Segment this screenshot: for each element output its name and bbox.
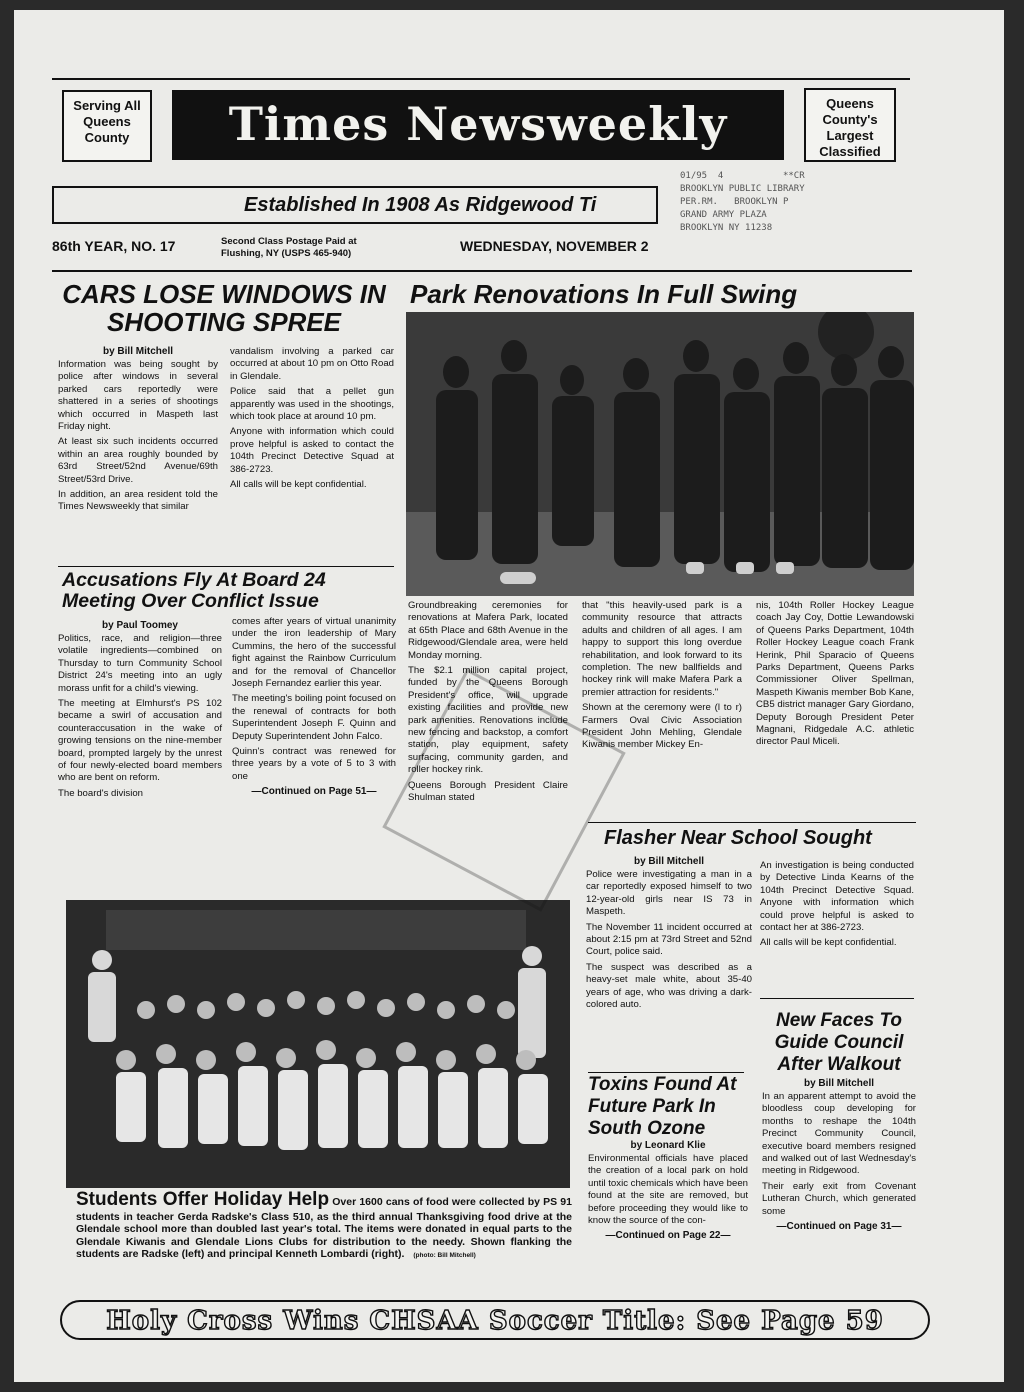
flasher-para: The suspect was described as a heavy-set male white, about 35-40 years of age, who was driving a dark-colored auto. (586, 961, 752, 1011)
masthead-title: Times Newsweekly (172, 90, 784, 160)
flasher-para: An investigation is being conducted by Detective Linda Kearns of the 104th Precinct Detective Squad. Anyone with information which could prove helpful is asked to contact her at 386-2723. (760, 860, 914, 934)
masthead-rule (52, 78, 910, 80)
board-para: The board's division (58, 787, 144, 799)
council-col (762, 1078, 916, 1232)
serving-box: Serving All Queens County (62, 90, 152, 162)
flasher-rule (588, 822, 916, 823)
cars-para: In addition, an area resident told the Times Newsweekly that similar (58, 489, 218, 513)
postage-notice: Second Class Postage Paid at Flushing, NY (USPS 465-940) (221, 236, 357, 259)
library-address-label: 01/95 4 **CR BROOKLYN PUBLIC LIBRARY PER.RM. BROOKLYN P GRAND ARMY PLAZA BROOKLYN NY 11238 (680, 171, 805, 233)
park-col-3 (756, 600, 914, 752)
cars-para: At least six such incidents occurred within an area roughly bounded by 63rd Street/52nd Avenue/69th Street/53rd Drive. (58, 436, 218, 485)
council-para: In an apparent attempt to avoid the bloodless coup developing for months to reshape the 104th Precinct Community Council, executive board members resigned and walked out of last Wednesday's meeting in Ridgewood. (762, 1091, 916, 1177)
flasher-byline: by Bill Mitchell (633, 856, 704, 867)
cars-col-1 (58, 346, 218, 517)
classified-box: Queens County's Largest Classified (804, 88, 896, 162)
toxins-continued: —Continued on Page 22— (605, 1230, 731, 1242)
park-para: Groundbreaking ceremonies for renovations at Mafera Park, located at 65th Place and 68th Avenue in the Ridgewood/Glendale area, were held Monday morning. (408, 600, 568, 661)
council-byline: by Bill Mitchell (803, 1078, 874, 1089)
photo-credit: (photo: Bill Mitchell) (413, 1252, 476, 1260)
park-groundbreaking-photo (406, 312, 914, 596)
toxins-col (588, 1140, 748, 1241)
board-para: Politics, race, and religion—three volatile ingredients—combined on Thursday to turn Community School District 24's meeting into an ugly morass unfit for a child's viewing. (58, 633, 222, 694)
council-para: Their early exit from Covenant Lutheran Church, which generated some (762, 1180, 916, 1217)
park-para: nis, 104th Roller Hockey League coach Jay Coy, Dottie Lewandowski of Queens Parks Department, 104th Roller Hockey League coach Frank Herink, Phil Sparacio of Queens Parks Department, Queens Parks Commissioner Oliver Spellman, Maspeth Kiwanis member Bob Kane, CB5 district manager Gary Giordano, Deputy Borough President Peter Magnani, Ridgedale A.C. athletic director Paul Miceli. (756, 600, 914, 748)
cars-col-2 (230, 346, 394, 494)
toxins-byline: by Leonard Klie (630, 1140, 706, 1151)
cars-rule (58, 566, 394, 567)
students-headline: Students Offer Holiday Help (76, 1189, 330, 1210)
cars-para: All calls will be kept confidential. (230, 479, 367, 491)
park-col-2 (582, 600, 742, 755)
cars-para: vandalism involving a parked car occurred at about 10 pm on Otto Road in Glendale. (230, 346, 394, 382)
board-col-1 (58, 620, 222, 803)
board-para: comes after years of virtual unanimity under the iron leadership of Mary Cummins, the hero of the successful fight against the Rainbow Curriculum and for the removal of Chancellor Joseph Fernandez earlier this year. (232, 616, 396, 690)
flasher-para: Police were investigating a man in a car reportedly exposed himself to two 12-year-old girls near IS 73 in Maspeth. (586, 869, 752, 918)
established-line: Established In 1908 As Ridgewood Ti (52, 186, 658, 224)
students-caption: Over 1600 cans of food were collected by PS 91 students in teacher Gerda Radske's Class 510, as the third annual Thanksgiving food drive at the Glendale school more than doubled last year's total. The items were donated in equal parts to the Glendale Kiwanis and Glendale Lions Clubs for distribution to the needy. Shown flanking the students are Radske (left) and principal Kenneth Lombardi (right). (76, 1196, 572, 1261)
flasher-col-1 (586, 856, 752, 1014)
flasher-headline: Flasher Near School Sought (604, 827, 872, 849)
cars-para: Anyone with information which could prove helpful is asked to contact the 104th Precinct Detective Squad at 386-2723. (230, 426, 394, 475)
students-photo (66, 900, 570, 1188)
students-caption-block (76, 1190, 572, 1263)
park-para: Shown at the ceremony were (l to r) Farmers Oval Civic Association President John Mehling, Glendale Kiwanis member Mickey En- (582, 702, 742, 751)
toxins-rule (588, 1072, 744, 1073)
flasher-para: The November 11 incident occurred at about 2:15 pm at 73rd Street and 52nd Court, police said. (586, 921, 752, 958)
flasher-para: All calls will be kept confidential. (760, 937, 897, 949)
issue-number: 86th YEAR, NO. 17 (52, 238, 176, 254)
cars-headline: CARS LOSE WINDOWS IN SHOOTING SPREE (62, 279, 386, 338)
council-headline: New Faces To Guide Council After Walkout (774, 1010, 904, 1075)
council-continued: —Continued on Page 31— (776, 1221, 902, 1233)
cars-para: Police said that a pellet gun apparently was used in the shootings, which took place at around 10 pm. (230, 386, 394, 423)
toxins-headline: Toxins Found At Future Park In South Ozone (588, 1074, 737, 1139)
cars-byline: by Bill Mitchell (102, 346, 173, 357)
park-para: Queens Borough President Claire Shulman stated (408, 779, 568, 804)
council-rule (760, 998, 914, 999)
board-col-2 (232, 616, 396, 797)
park-para: that "this heavily-used park is a community resource that attracts adults and children of all ages. I am happy to support this long overdue rehabilitation, and look forward to its completion. The new ballfields and hockey rink will make Mafera Park a premier attraction for residents." (582, 600, 742, 698)
board-para: Quinn's contract was renewed for three years by a vote of 5 to 3 with one (232, 746, 396, 782)
toxins-para: Environmental officials have placed the creation of a local park on hold until toxic chemicals which have been found at the site are removed, but before proceeding they would like to know the source of the con- (588, 1153, 748, 1227)
flasher-col-2 (760, 860, 914, 953)
board-para: The meeting's boiling point focused on the renewal of contracts for both Superintendent Joseph F. Quinn and Deputy Superintendent John Falco. (232, 693, 396, 742)
board-para: The meeting at Elmhurst's PS 102 became a swirl of accusation and counteraccusation in the wake of growing tensions on the nine-member board, prompted largely by the unrest of four newly-elected board members who are bent on reform. (58, 698, 222, 784)
holy-cross-banner: Holy Cross Wins CHSAA Soccer Title: See Page 59 (60, 1300, 930, 1340)
park-photo-figures (406, 312, 914, 596)
park-para: The $2.1 million capital project, funded by the Queens Borough President's office, will upgrade existing facilities and provide new park amenities. Renovations include new fencing and backstop, a comfort station, play equipment, safety surfacing, community garden, and roller hockey rink. (408, 665, 568, 776)
board-byline: by Paul Toomey (102, 620, 178, 631)
students-photo-figures (66, 900, 570, 1188)
board-continued: —Continued on Page 51— (251, 786, 377, 798)
board-headline: Accusations Fly At Board 24 Meeting Over Conflict Issue (62, 569, 326, 613)
park-headline: Park Renovations In Full Swing (410, 279, 798, 309)
issue-date: WEDNESDAY, NOVEMBER 2 (460, 238, 649, 254)
header-rule (52, 270, 912, 272)
cars-para: Information was being sought by police after windows in several parked cars reportedly were shattered in a series of shootings which occurred in Maspeth last Friday night. (58, 359, 218, 433)
newspaper-page (14, 10, 1004, 1382)
